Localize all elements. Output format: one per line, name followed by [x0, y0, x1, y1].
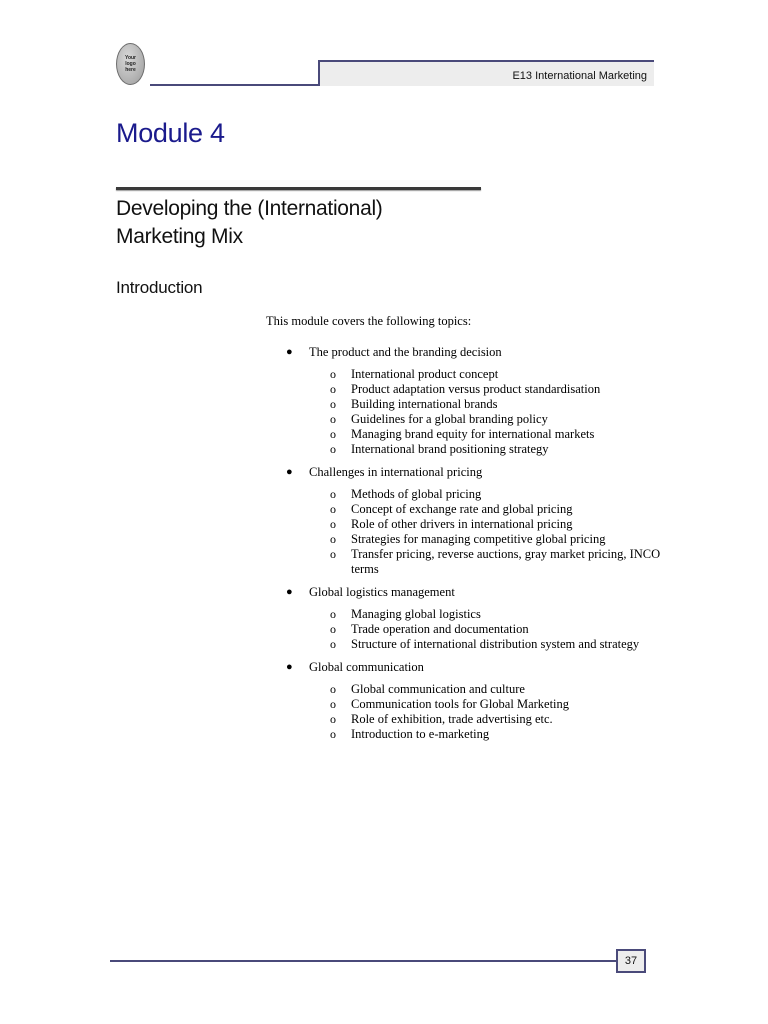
chapter-title: [116, 195, 383, 251]
subtopic-list: [309, 607, 666, 652]
subtopic-label: Product adaptation versus product standardisation: [351, 382, 601, 396]
subtopic-item: [309, 517, 666, 532]
subtopic-list: [309, 682, 666, 742]
circle-bullet-icon: o: [330, 727, 336, 741]
topic-label: The product and the branding decision: [309, 345, 502, 359]
circle-bullet-icon: o: [330, 697, 336, 711]
circle-bullet-icon: o: [330, 412, 336, 426]
subtopic-item: [309, 532, 666, 547]
page-number-box: [616, 949, 646, 973]
subtopic-item: [309, 622, 666, 637]
subtopic-label: Structure of international distribution system and strategy: [351, 637, 640, 651]
subtopic-label: Global communication and culture: [351, 682, 525, 696]
subtopic-label: Managing global logistics: [351, 607, 481, 621]
subtopic-list: [309, 487, 666, 577]
circle-bullet-icon: o: [330, 367, 336, 381]
subtopic-item: [309, 412, 666, 427]
circle-bullet-icon: o: [330, 622, 336, 636]
subtopic-label: Guidelines for a global branding policy: [351, 412, 548, 426]
circle-bullet-icon: o: [330, 382, 336, 396]
subtopic-label: Strategies for managing competitive global pricing: [351, 532, 606, 546]
section-title: Introduction: [116, 278, 203, 297]
circle-bullet-icon: o: [330, 397, 336, 411]
bullet-icon: ●: [286, 346, 293, 358]
circle-bullet-icon: o: [330, 442, 336, 456]
subtopic-item: [309, 607, 666, 622]
subtopic-label: Transfer pricing, reverse auctions, gray market pricing, INCO terms: [351, 547, 661, 576]
topic-item: [266, 345, 666, 457]
logo-text: Your logo here: [124, 55, 137, 73]
subtopic-item: [309, 697, 666, 712]
circle-bullet-icon: o: [330, 682, 336, 696]
topic-label: Challenges in international pricing: [309, 465, 483, 479]
subtopic-label: Managing brand equity for international markets: [351, 427, 595, 441]
circle-bullet-icon: o: [330, 517, 336, 531]
circle-bullet-icon: o: [330, 547, 336, 561]
subtopic-label: Introduction to e-marketing: [351, 727, 490, 741]
subtopic-item: [309, 367, 666, 382]
subtopic-item: [309, 382, 666, 397]
footer-divider: [110, 960, 618, 962]
subtopic-item: [309, 682, 666, 697]
subtopic-label: Trade operation and documentation: [351, 622, 529, 636]
subtopic-label: Communication tools for Global Marketing: [351, 697, 570, 711]
subtopic-label: International product concept: [351, 367, 499, 381]
page-number: 37: [624, 955, 638, 967]
chapter-title-line-1: Developing the (International): [116, 197, 383, 220]
topic-item: [266, 585, 666, 652]
circle-bullet-icon: o: [330, 502, 336, 516]
subtopic-item: [309, 487, 666, 502]
topic-item: [266, 465, 666, 577]
subtopic-label: Role of other drivers in international pricing: [351, 517, 573, 531]
circle-bullet-icon: o: [330, 532, 336, 546]
course-title: E13 International Marketing: [512, 70, 647, 82]
bullet-icon: ●: [286, 466, 293, 478]
subtopic-label: Role of exhibition, trade advertising etc.: [351, 712, 553, 726]
circle-bullet-icon: o: [330, 427, 336, 441]
subtopic-label: Methods of global pricing: [351, 487, 482, 501]
subtopic-item: [309, 637, 666, 652]
header-divider: [150, 84, 320, 86]
subtopic-label: Building international brands: [351, 397, 498, 411]
subtopic-item: [309, 427, 666, 442]
circle-bullet-icon: o: [330, 712, 336, 726]
topic-label: Global communication: [309, 660, 424, 674]
subtopic-item: [309, 547, 666, 577]
title-rule: [116, 187, 481, 190]
subtopic-item: [309, 727, 666, 742]
subtopic-item: [309, 442, 666, 457]
circle-bullet-icon: o: [330, 637, 336, 651]
bullet-icon: ●: [286, 586, 293, 598]
subtopic-item: [309, 397, 666, 412]
subtopic-label: International brand positioning strategy: [351, 442, 549, 456]
circle-bullet-icon: o: [330, 607, 336, 621]
subtopic-item: [309, 502, 666, 517]
chapter-title-line-2: Marketing Mix: [116, 225, 243, 248]
logo-placeholder: [116, 43, 145, 85]
subtopic-list: [309, 367, 666, 457]
running-header: [318, 60, 654, 86]
bullet-icon: ●: [286, 661, 293, 673]
topic-item: [266, 660, 666, 742]
circle-bullet-icon: o: [330, 487, 336, 501]
topic-label: Global logistics management: [309, 585, 455, 599]
intro-paragraph: This module covers the following topics:: [266, 314, 472, 328]
subtopic-item: [309, 712, 666, 727]
topic-list: [266, 345, 666, 750]
module-title: Module 4: [116, 118, 225, 148]
subtopic-label: Concept of exchange rate and global pricing: [351, 502, 573, 516]
